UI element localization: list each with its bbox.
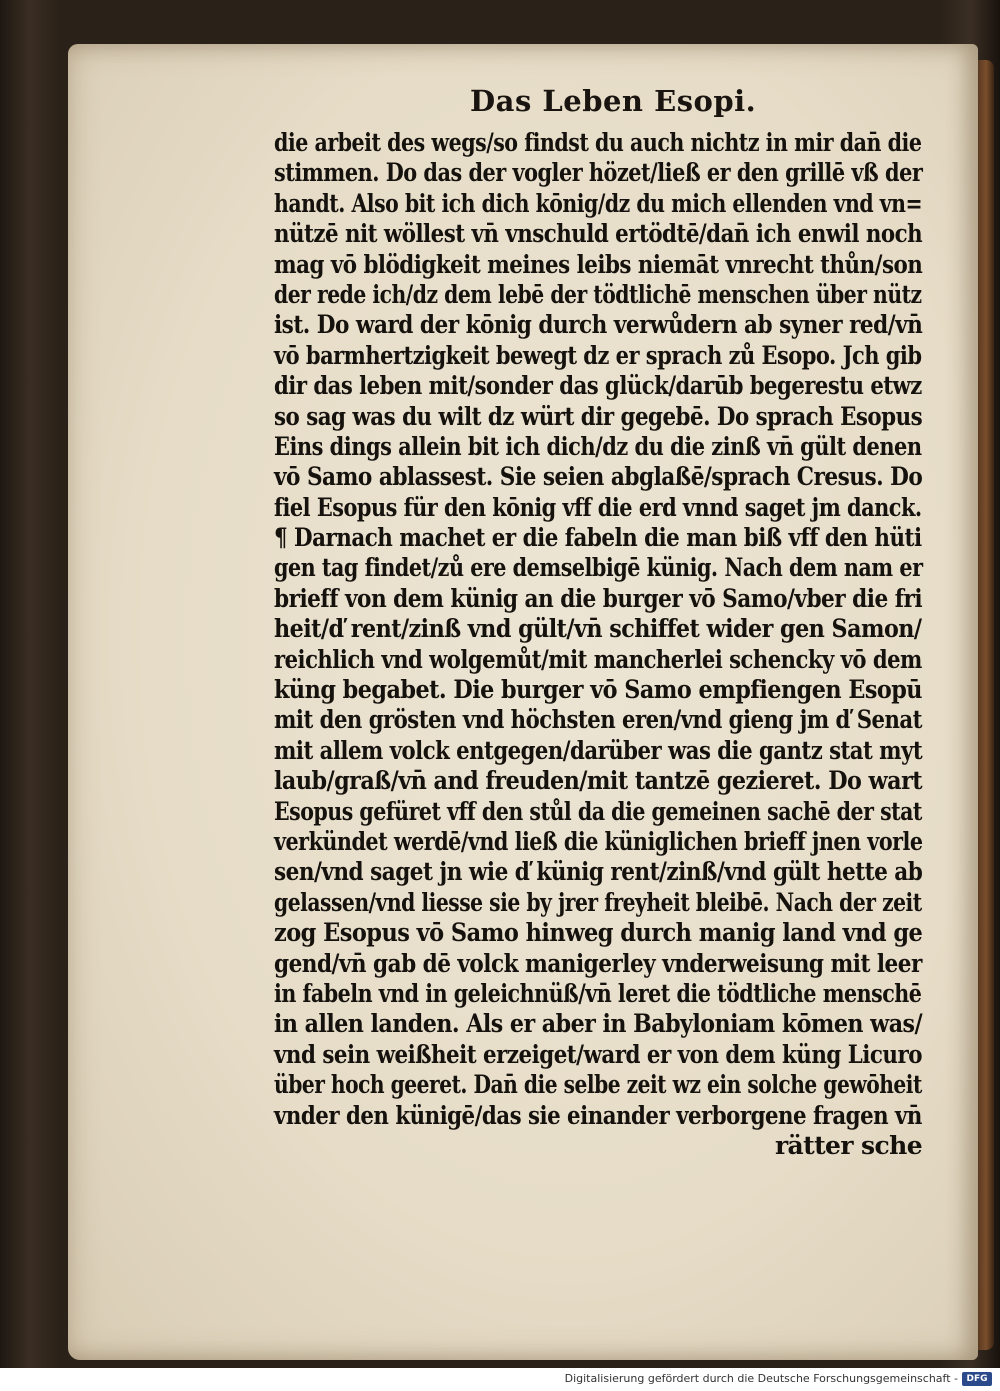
text-line: Eins dings allein bit ich dich/dz du die zinß vn̄ gült denen: [274, 431, 922, 461]
dfg-logo-icon: DFG: [962, 1372, 992, 1386]
text-line: gen tag findet/zů ere demselbigē künig. Nach dem nam er: [274, 553, 923, 583]
text-line: brieff von dem künig an die burger vō Samo/vber die fri: [274, 583, 923, 613]
text-line: gelassen/vnd liesse sie by jrer freyheit bleibē. Nach der zeit: [274, 887, 922, 917]
text-line: heit/ď rent/zinß vnd gült/vn̄ schiffet wider gen Samon/: [274, 614, 922, 644]
text-line: mag vō blödigkeit meines leibs niemāt vnrecht thůn/son: [274, 249, 923, 279]
text-line: laub/graß/vn̄ and freuden/mit tantzē gezieret. Do wart: [274, 766, 923, 796]
text-line: ¶ Darnach machet er die fabeln die man biß vff den hüti: [274, 523, 922, 553]
text-line: in allen landen. Als er aber in Babyloniam kōmen was/: [274, 1009, 923, 1039]
text-line: so sag was du wilt dz würt dir gegebē. Do sprach Esopus: [274, 401, 923, 431]
catchword: rätter sche: [774, 1130, 922, 1160]
text-line: sen/vnd saget jn wie ď künig rent/zinß/vnd gült hette ab: [274, 857, 923, 887]
text-line: vō barmhertzigkeit bewegt dz er sprach zů Esopo. Jch gib: [274, 340, 922, 370]
text-line: küng begabet. Die burger vō Samo empfiengen Esopū: [274, 675, 922, 705]
text-line: vnder den künigē/das sie einander verborgene fragen vn̄: [274, 1100, 922, 1130]
text-line: ist. Do ward der kōnig durch verwůdern ab syner red/vn̄: [274, 310, 923, 340]
book-spine-edge: [978, 60, 994, 1350]
text-line: der rede ich/dz dem lebē der tödtlichē menschen über nütz: [274, 279, 922, 309]
text-line: in fabeln vnd in geleichnüß/vn̄ leret die tödtliche menschē: [274, 978, 922, 1008]
text-line: verkündet werdē/vnd ließ die küniglichen brieff jnen vorle: [274, 826, 923, 856]
text-line: vō Samo ablassest. Sie seien abglaßē/sprach Cresus. Do: [274, 462, 923, 492]
text-line: über hoch geeret. Dan̄ die selbe zeit wz ein solche gewōheit: [274, 1070, 922, 1100]
text-line: mit den grösten vnd höchsten eren/vnd gieng jm ď Senat: [274, 705, 922, 735]
text-line: mit allem volck entgegen/darüber was die gantz stat myt: [274, 735, 923, 765]
text-line: nützē nit wöllest vn̄ vnschuld ertödtē/dan̄ ich enwil noch: [274, 219, 923, 249]
text-line: fiel Esopus für den kōnig vff die erd vnnd saget jm danck.: [274, 492, 922, 522]
text-line: handt. Also bit ich dich kōnig/dz du mich ellenden vnd vn=: [274, 188, 923, 218]
running-header: Das Leben Esopi.: [470, 84, 757, 118]
text-line: Esopus gefüret vff den stůl da die gemeinen sachē der stat: [274, 796, 922, 826]
text-line: gend/vn̄ gab dē volck manigerley vnderweisung mit leer: [274, 948, 922, 978]
text-line: stimmen. Do das der vogler hözet/ließ er den grillē vß der: [274, 158, 923, 188]
funding-credit: Digitalisierung gefördert durch die Deutsche Forschungsgemeinschaft -: [564, 1372, 958, 1385]
text-line: zog Esopus vō Samo hinweg durch manig land vnd ge: [274, 918, 923, 948]
text-line: reichlich vnd wolgemůt/mit mancherlei schencky vō dem: [274, 644, 922, 674]
text-line: dir das leben mit/sonder das glück/darūb begerestu etwz: [274, 371, 922, 401]
text-line: die arbeit des wegs/so findst du auch nichtz in mir dan̄ die: [274, 128, 922, 157]
text-line: vnd sein weißheit erzeiget/ward er von dem küng Licuro: [274, 1039, 922, 1069]
footer-bar: [0, 1368, 1000, 1391]
text-block: [274, 128, 934, 1161]
